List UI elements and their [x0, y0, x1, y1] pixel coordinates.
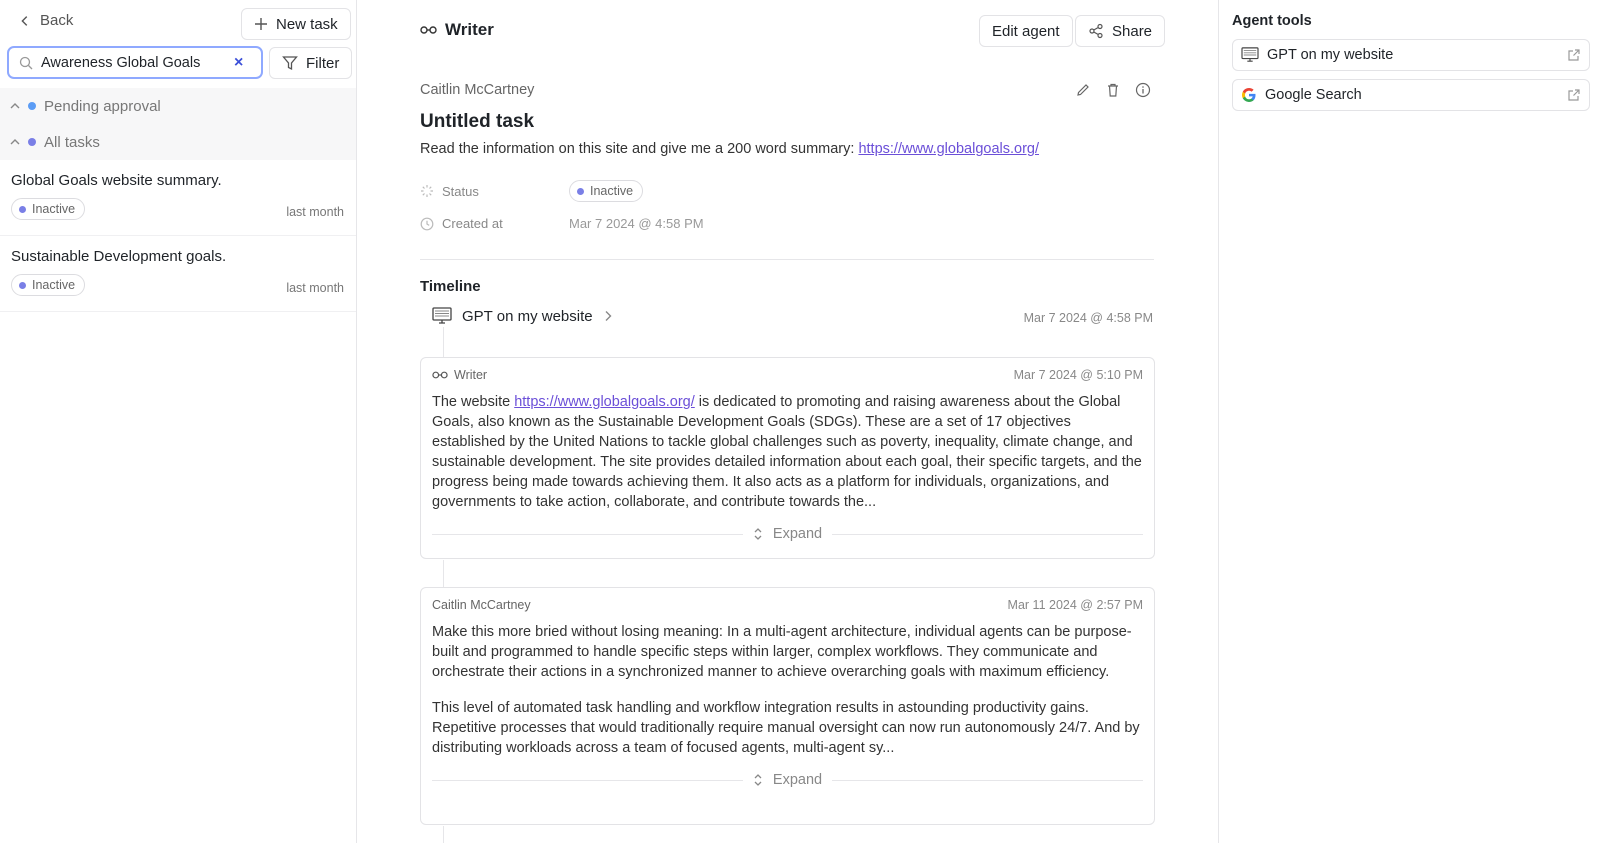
share-icon: [1088, 23, 1104, 39]
task-list-item[interactable]: [0, 160, 356, 236]
expand-label: Expand: [772, 772, 823, 788]
trash-icon[interactable]: [1105, 82, 1121, 98]
agent-title: [420, 20, 494, 40]
plus-icon: [254, 17, 268, 31]
chevron-up-icon: [10, 101, 20, 111]
tool-gpt-on-my-website[interactable]: [1232, 39, 1590, 71]
expand-button[interactable]: [432, 770, 1143, 790]
group-label: Pending approval: [44, 97, 161, 115]
tool-event-label: GPT on my website: [462, 307, 593, 325]
pending-dot: [28, 102, 36, 110]
external-link-icon[interactable]: [1567, 88, 1581, 102]
glasses-icon: [420, 25, 437, 35]
share-label: Share: [1112, 22, 1153, 40]
edit-agent-button[interactable]: Edit agent: [979, 15, 1073, 47]
clock-icon: [420, 217, 434, 231]
timeline-tool-event[interactable]: [432, 307, 613, 325]
filter-label: Filter: [306, 54, 340, 72]
timeline-line: [443, 560, 444, 587]
status-dot: [577, 188, 584, 195]
expand-button[interactable]: [432, 524, 1143, 544]
expand-divider: [432, 780, 743, 781]
status-text: Inactive: [32, 202, 76, 216]
task-time: last month: [286, 205, 344, 219]
filter-button[interactable]: [269, 47, 352, 79]
status-badge: [11, 198, 85, 220]
group-label: All tasks: [44, 133, 100, 151]
loader-icon: [420, 184, 434, 198]
task-detail: [357, 0, 1219, 843]
message-time: Mar 11 2024 @ 2:57 PM: [1007, 598, 1143, 612]
back-label: Back: [40, 12, 74, 29]
task-description: [420, 141, 1039, 157]
task-name: Untitled task: [420, 111, 535, 132]
group-all-tasks[interactable]: [0, 124, 356, 160]
status-text: Inactive: [32, 278, 76, 292]
status-label: Status: [442, 183, 479, 199]
clear-search-icon[interactable]: ×: [234, 53, 244, 71]
google-icon: [1241, 87, 1257, 103]
task-groups: [0, 88, 356, 160]
timeline-line: [443, 826, 444, 843]
search-input[interactable]: [41, 55, 226, 71]
status-badge: [569, 180, 643, 202]
tool-event-time: Mar 7 2024 @ 4:58 PM: [1023, 311, 1153, 325]
task-list-item[interactable]: [0, 236, 356, 312]
expand-divider: [832, 534, 1143, 535]
agent-tools-heading: Agent tools: [1232, 13, 1312, 29]
pencil-icon[interactable]: [1075, 82, 1091, 98]
message-time: Mar 7 2024 @ 5:10 PM: [1013, 368, 1143, 382]
expand-divider: [832, 780, 1143, 781]
tool-google-search[interactable]: [1232, 79, 1590, 111]
timeline-heading: Timeline: [420, 278, 481, 295]
message-body: [432, 622, 1143, 758]
status-dot: [19, 206, 26, 213]
expand-icon: [753, 527, 763, 541]
task-desc-text: Read the information on this site and give me a 200 word summary:: [420, 141, 859, 157]
task-time: last month: [286, 281, 344, 295]
all-tasks-dot: [28, 138, 36, 146]
new-task-label: New task: [276, 15, 338, 33]
created-value: Mar 7 2024 @ 4:58 PM: [569, 216, 704, 231]
expand-divider: [432, 534, 743, 535]
search-box: [7, 46, 263, 79]
monitor-icon: [432, 307, 452, 325]
task-actions: [1075, 82, 1151, 98]
status-badge: [11, 274, 85, 296]
chevron-up-icon: [10, 137, 20, 147]
new-task-button[interactable]: [241, 8, 351, 40]
status-dot: [19, 282, 26, 289]
message-author: Caitlin McCartney: [432, 598, 531, 612]
monitor-icon: [1241, 47, 1259, 63]
chevron-left-icon: [18, 14, 32, 28]
external-link-icon[interactable]: [1567, 48, 1581, 62]
glasses-icon: [432, 370, 448, 380]
filter-icon: [282, 55, 298, 71]
agent-tools-panel: [1219, 0, 1600, 843]
message-link[interactable]: https://www.globalgoals.org/: [514, 394, 695, 410]
agent-name: Writer: [445, 20, 494, 39]
message-header: [432, 598, 1143, 612]
share-button[interactable]: [1075, 15, 1165, 47]
expand-label: Expand: [772, 526, 823, 542]
chevron-right-icon: [603, 310, 613, 322]
search-icon: [19, 56, 33, 70]
back-button[interactable]: [18, 12, 73, 29]
message-header: [432, 368, 1143, 382]
group-pending-approval[interactable]: [0, 88, 356, 124]
message-body: [432, 392, 1143, 512]
created-label: Created at: [442, 216, 503, 231]
created-property: [420, 216, 704, 231]
timeline-line: [443, 327, 444, 357]
status-text: Inactive: [590, 184, 634, 198]
message-paragraph: Make this more bried without losing meaning: In a multi-agent architecture, individual agents can be purpose-built and programmed to handle specific steps within larger, complex workflows. They communicate and orchestrate their actions in a synchronized manner to achieve overarching goals with maximum efficiency.: [432, 624, 1132, 680]
task-author: Caitlin McCartney: [420, 82, 535, 98]
task-sidebar: [0, 0, 357, 843]
task-title: Sustainable Development goals.: [11, 248, 227, 265]
divider: [420, 259, 1154, 260]
info-icon[interactable]: [1135, 82, 1151, 98]
expand-icon: [753, 773, 763, 787]
message-author: Writer: [454, 368, 488, 382]
message-text: The website: [432, 394, 515, 410]
status-property: [420, 180, 643, 202]
message-paragraph: This level of automated task handling and workflow integration results in astounding productivity gains. Repetitive processes that would traditionally require manual oversight can now run autonomously 24/7. And by distributing workloads across a team of focused agents, multi-agent sy...: [432, 700, 1140, 756]
tool-label: Google Search: [1265, 87, 1362, 103]
tool-label: GPT on my website: [1267, 47, 1394, 63]
task-title: Global Goals website summary.: [11, 172, 222, 189]
message-card: [420, 587, 1155, 825]
message-card: [420, 357, 1155, 559]
task-desc-link[interactable]: https://www.globalgoals.org/: [858, 141, 1039, 157]
message-text: is dedicated to promoting and raising awareness about the Global Goals, also known as the Sustainable Development Goals (SDGs). These are a set of 17 objectives established by the United Nations to tackle global challenges such as poverty, inequality, climate change, and sustainable development. The site provides detailed information about each goal, their specific targets, and the progress being made towards achieving them. It also acts as a platform for individuals, organizations, and governments to take action, collaborate, and contribute towards the...: [432, 394, 1142, 510]
